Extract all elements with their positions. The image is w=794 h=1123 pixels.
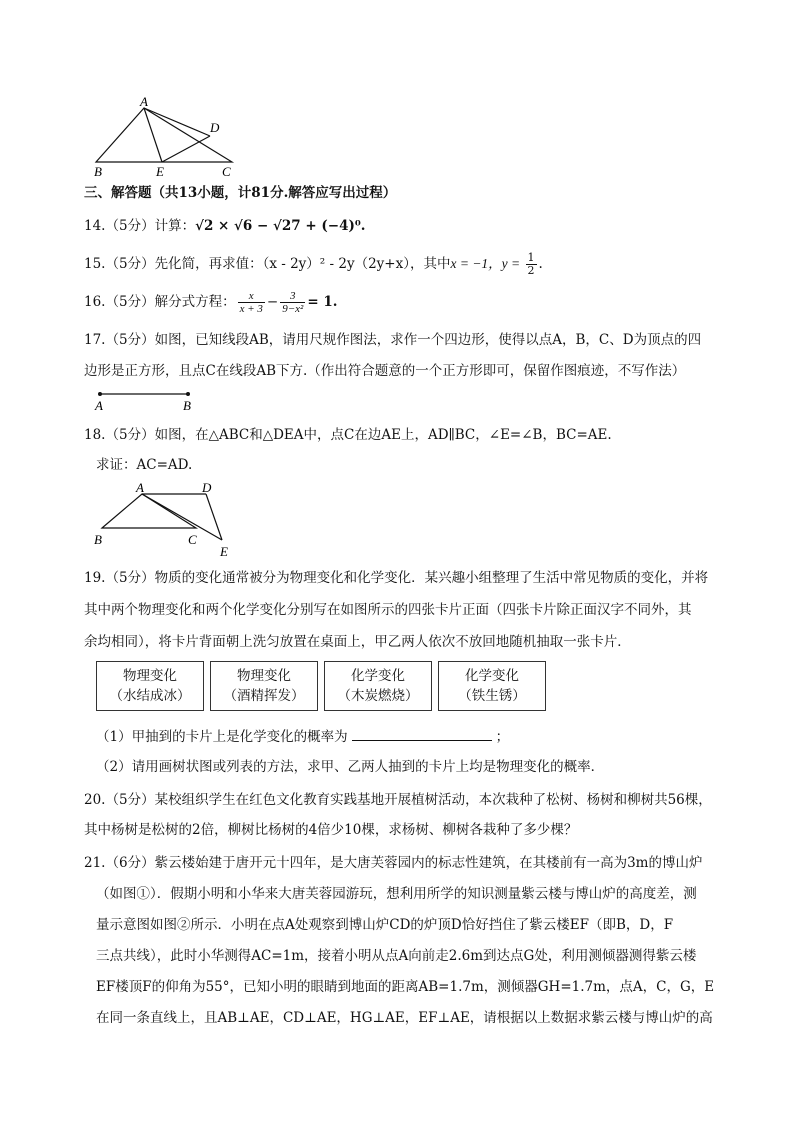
- card-chemical-rust: 化学变化 （铁生锈）: [438, 661, 546, 711]
- label-D: D: [202, 480, 212, 495]
- figure-triangles-18: [86, 478, 246, 562]
- q19-score: （5分）: [105, 570, 155, 586]
- card-chemical-charcoal: 化学变化 （木炭燃烧）: [324, 661, 432, 711]
- question-19-line2: 其中两个物理变化和两个化学变化分别写在如图所示的四张卡片正面（四张卡片除正面汉字不同外，其: [84, 602, 692, 618]
- question-21-line3: 量示意图如图②所示．小明在点A处观察到博山炉CD的炉顶D恰好挡住了紫云楼EF（即B，D，F: [96, 917, 674, 933]
- answer-blank[interactable]: [352, 726, 492, 741]
- question-20-line1: 20.（5分）某校组织学生在红色文化教育实践基地开展植树活动，本次栽种了松树、杨树和柳树共56棵，: [84, 792, 712, 808]
- label-E: E: [156, 164, 164, 178]
- card-physical-alcohol: 物理变化 （酒精挥发）: [210, 661, 318, 711]
- question-14: [84, 216, 366, 236]
- label-B: B: [183, 398, 191, 413]
- figure-segment-ab: [92, 388, 202, 416]
- q15-condition: x = −1，y =: [450, 256, 524, 271]
- question-21-line6: 在同一条直线上，且AB⊥AE，CD⊥AE，HG⊥AE，EF⊥AE，请根据以上数据求紫云楼与博山炉的高: [96, 1010, 713, 1026]
- question-21-line2: （如图①）．假期小明和小华来大唐芙蓉园游玩，想利用所学的知识测量紫云楼与博山炉的高度差，测: [96, 886, 697, 902]
- q16-text: 解分式方程：: [154, 294, 236, 310]
- question-18-line2: 求证：AC=AD.: [96, 457, 193, 473]
- q16-score: （5分）: [105, 294, 155, 310]
- label-A: A: [136, 480, 144, 495]
- q15-number: 15.: [84, 256, 106, 272]
- q21-score: （6分）: [105, 855, 155, 871]
- question-16: 16.（5分）解分式方程： $\frac{x}{x + 3}$ − $\frac{3}{\text{9−x²}}$ = 1.: [84, 290, 338, 315]
- label-C: C: [188, 532, 197, 547]
- figure-triangle-top: [86, 94, 246, 178]
- q20-number: 20.: [84, 792, 106, 808]
- q17-score: （5分）: [105, 332, 155, 348]
- q14-expression: √2 × √6 − √27 + (−4)⁰.: [195, 218, 366, 234]
- q21-number: 21.: [84, 855, 106, 871]
- question-20-line2: 其中杨树是松树的2倍，柳树比杨树的4倍少10棵，求杨树、柳树各栽种了多少棵？: [84, 822, 578, 838]
- q16-number: 16.: [84, 294, 106, 310]
- question-21-line1: 21.（6分）紫云楼始建于唐开元十四年，是大唐芙蓉园内的标志性建筑，在其楼前有一高为3m的博山炉: [84, 855, 703, 871]
- q15-text: 先化简，再求值：（x - 2y）² - 2y（2y+x），其中: [154, 256, 451, 272]
- question-19-sub2: （2）请用画树状图或列表的方法，求甲、乙两人抽到的卡片上均是物理变化的概率．: [96, 759, 605, 775]
- question-21-line5: EF楼顶F的仰角为55°，已知小明的眼睛到地面的距离AB=1.7m，测倾器GH=1.7m，点A，C，G，E: [96, 979, 715, 995]
- q15-fraction: $\frac{1}{2}$: [527, 251, 535, 277]
- section-heading: 三、解答题（共13小题，计81分.解答应写出过程）: [84, 185, 397, 201]
- question-18-line1: 18.（5分）如图，在△ABC和△DEA中，点C在边AE上，AD∥BC，∠E=∠B，BC=AE.: [84, 427, 612, 443]
- question-19-sub1: （1）甲抽到的卡片上是化学变化的概率为 ；: [96, 726, 509, 747]
- q17-number: 17.: [84, 332, 106, 348]
- question-17-line1: 17.（5分）如图，已知线段AB，请用尺规作图法，求作一个四边形，使得以点A，B，C、D为顶点的四: [84, 332, 702, 348]
- card-physical-ice: 物理变化 （水结成冰）: [96, 661, 204, 711]
- q14-score: （5分）: [105, 218, 155, 234]
- label-C: C: [222, 164, 231, 178]
- label-A: A: [140, 94, 148, 109]
- q15-score: （5分）: [105, 256, 155, 272]
- label-E: E: [220, 544, 228, 559]
- q18-score: （5分）: [105, 427, 155, 443]
- q20-score: （5分）: [105, 792, 155, 808]
- label-B: B: [94, 164, 102, 178]
- q14-number: 14.: [84, 218, 106, 234]
- question-19-line1: 19.（5分）物质的变化通常被分为物理变化和化学变化．某兴趣小组整理了生活中常见物质的变化，并将: [84, 570, 709, 586]
- q19-number: 19.: [84, 570, 106, 586]
- question-17-line2: 边形是正方形，且点C在线段AB下方.（作出符合题意的一个正方形即可，保留作图痕迹，不写作法）: [84, 363, 686, 379]
- question-21-line4: 三点共线），此时小华测得AC=1m，接着小明从点A向前走2.6m到达点G处，利用测倾器测得紫云楼: [96, 948, 697, 964]
- label-A: A: [95, 398, 103, 413]
- question-15: 15.（5分）先化简，再求值：（x - 2y）² - 2y（2y+x），其中x = −1，y = $\frac{1}{2}$ .: [84, 251, 543, 277]
- q18-number: 18.: [84, 427, 106, 443]
- q16-fraction-1: $\frac{x}{x + 3}$: [239, 290, 263, 315]
- q16-fraction-2: $\frac{3}{\text{9−x²}}$: [282, 290, 304, 315]
- label-D: D: [210, 120, 220, 135]
- question-19-line3: 余均相同），将卡片背面朝上洗匀放置在桌面上，甲乙两人依次不放回地随机抽取一张卡片．: [84, 634, 631, 650]
- label-B: B: [94, 532, 102, 547]
- q14-text: 计算：: [154, 218, 196, 234]
